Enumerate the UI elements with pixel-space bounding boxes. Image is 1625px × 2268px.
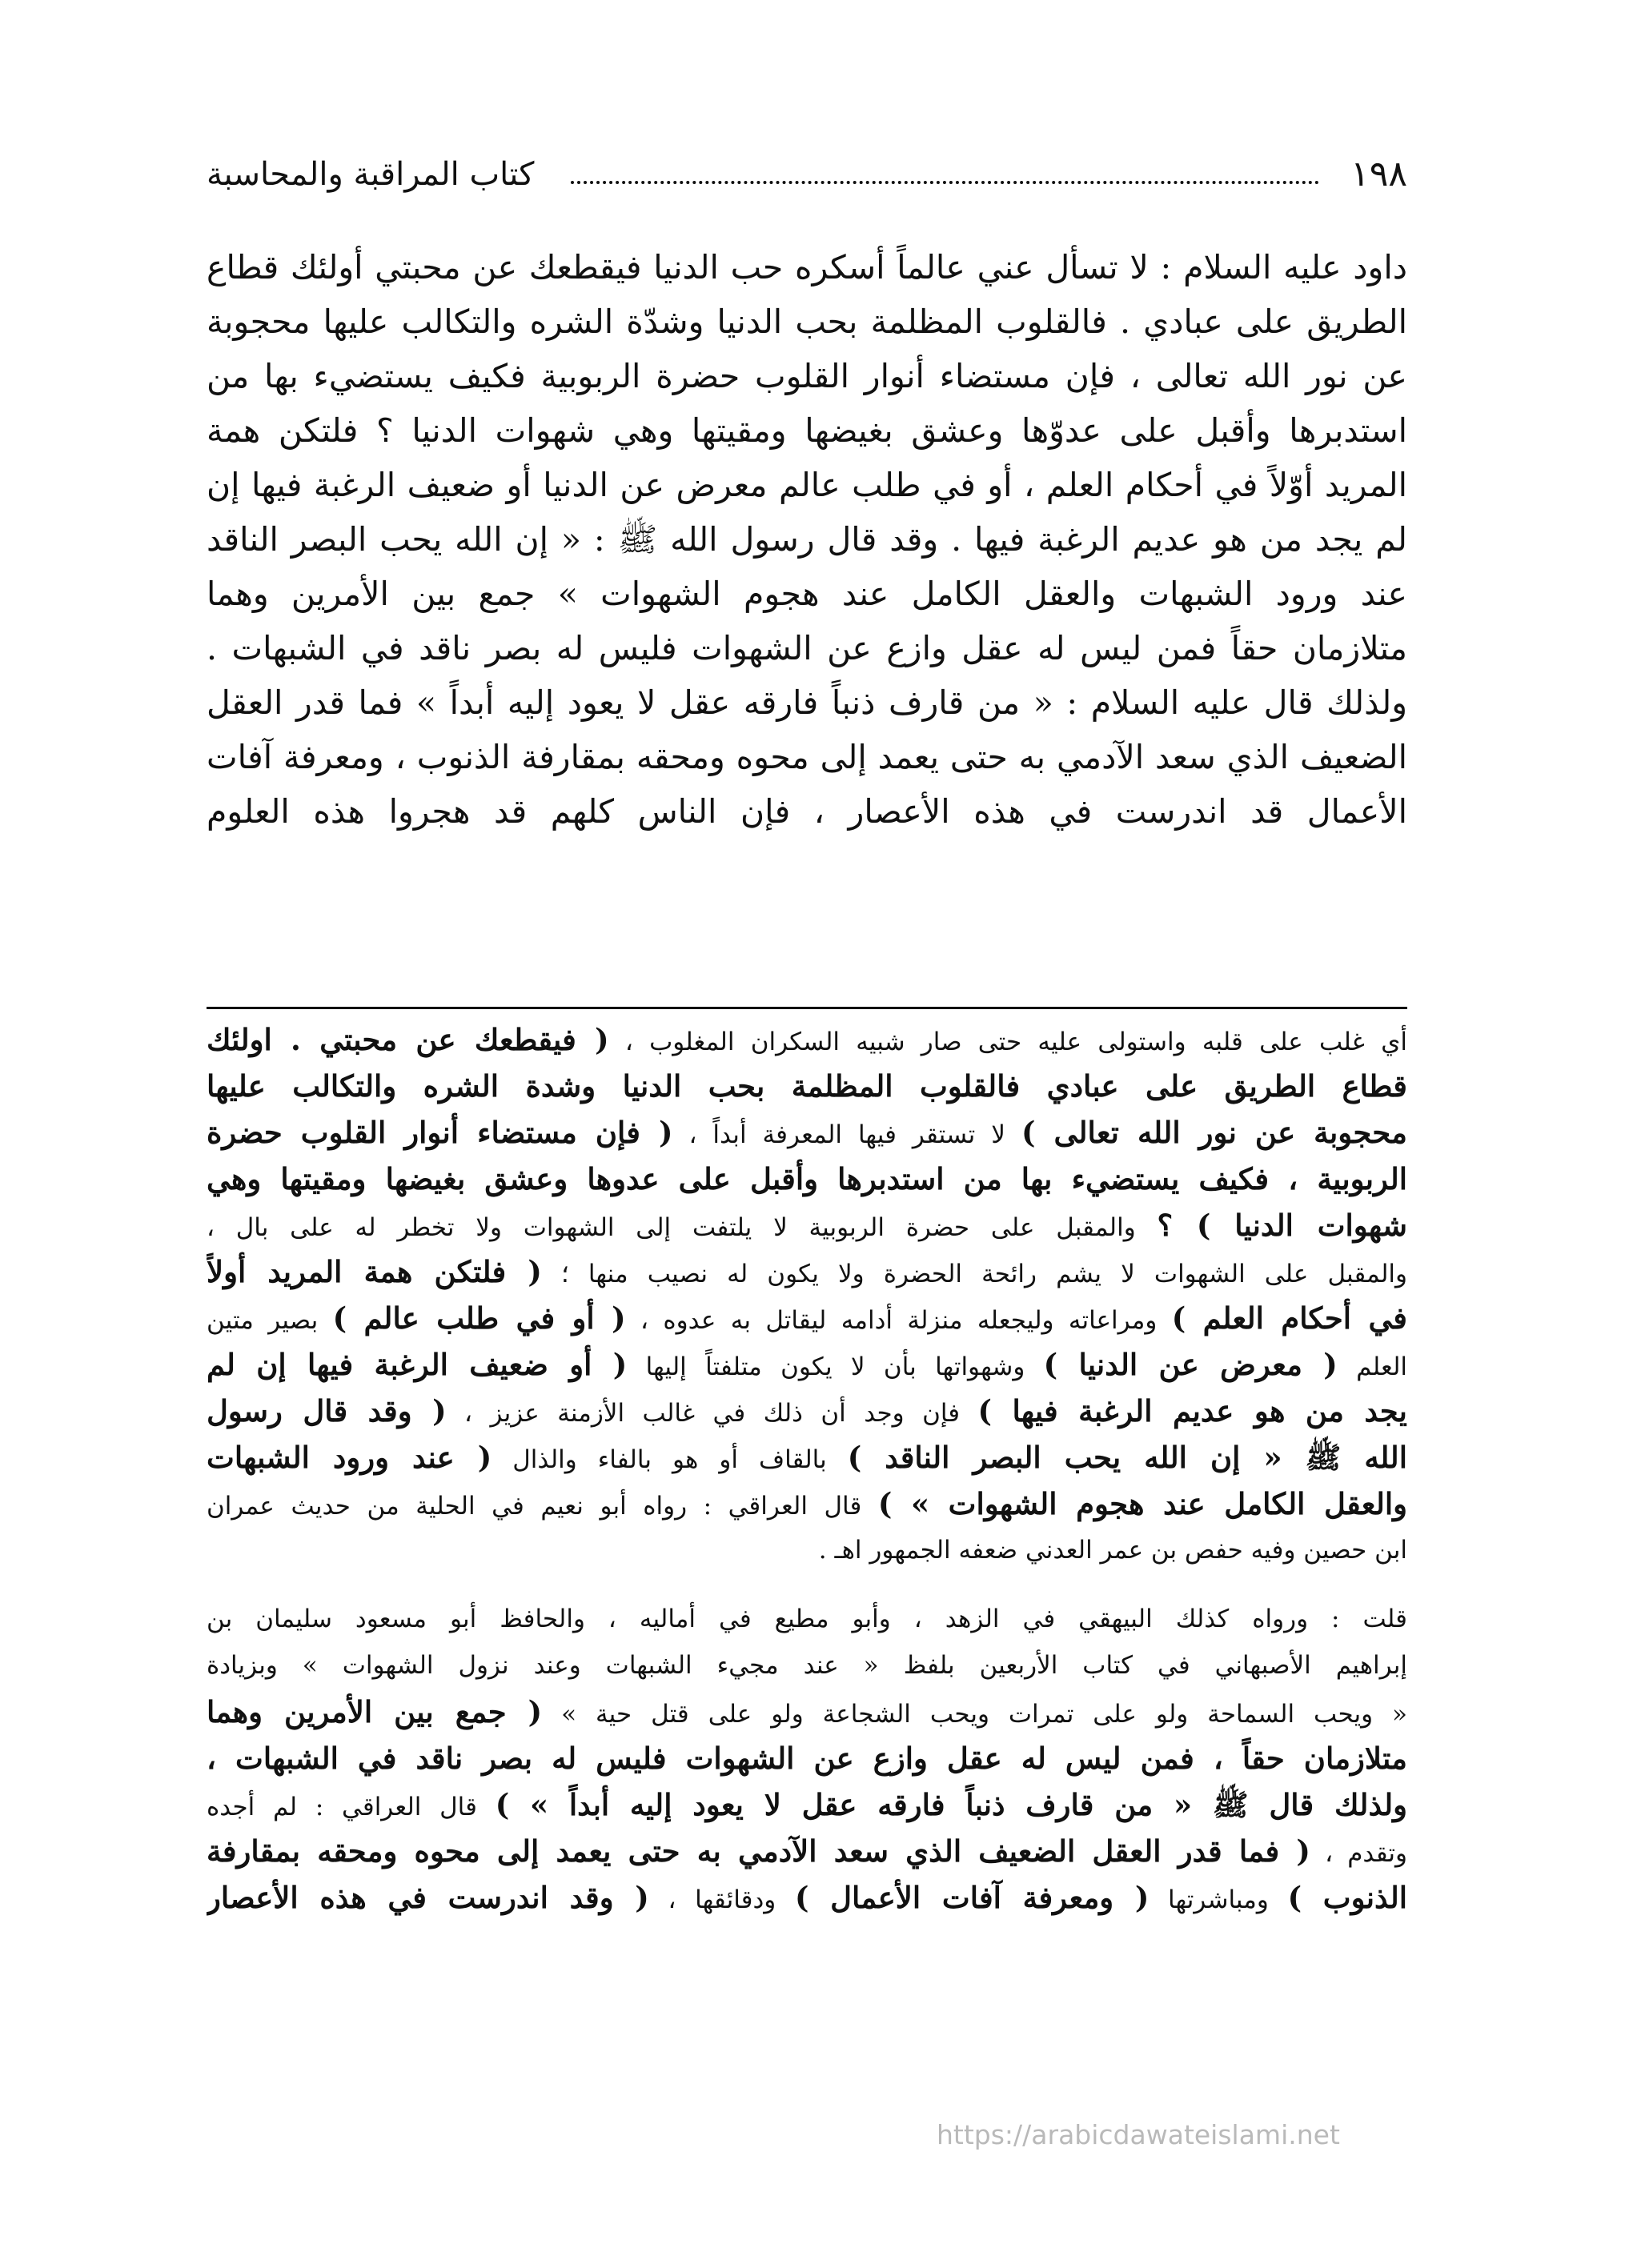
commentary-line [207,1156,1407,1202]
commentary-line [207,1874,1407,1921]
footnote-divider [207,1007,1407,1009]
commentary-line [207,1596,1407,1642]
quoted-matn-text: ( عند ورود الشبهات [207,1440,492,1475]
quoted-matn-text: ( معرض عن الدنيا ) [1043,1347,1338,1382]
commentary-text: والمقبل على الشهوات لا يشم رائحة الحضرة ولا يكون له نصيب منها ؛ [541,1260,1407,1288]
commentary-text: « ويحب السماحة ولو على تمرات ويحب الشجاعة ولو على قتل حية » [542,1700,1407,1729]
main-text-line: عن نور الله تعالى ، فإن مستضاء أنوار القلوب حضرة الربوبية فكيف يستضيء بها من [207,357,1407,395]
quoted-matn-text: متلازمان حقاً ، فمن ليس له عقل وازع عن الشهوات فليس له بصر ناقد في الشبهات ، [207,1741,1407,1776]
commentary-line [207,1481,1407,1527]
page-number: ١٩٨ [1350,154,1407,194]
main-text-line: عند ورود الشبهات والعقل الكامل عند هجوم الشهوات » جمع بين الأمرين وهما [207,575,1407,613]
commentary-text: العلم [1337,1352,1407,1381]
commentary-text: بالقاف أو هو بالفاء والذال [492,1445,848,1474]
commentary-line [207,1295,1407,1341]
quoted-matn-text: الله ﷺ « إن الله يحب البصر الناقد ) [847,1440,1407,1475]
quoted-matn-text: ( فما قدر العقل الضعيف الذي سعد الآدمي به حتى يعمد إلى محوه ومحقه بمقارفة [207,1833,1310,1869]
page-header [207,150,1407,198]
commentary-text: أي غلب على قلبه واستولى عليه حتى صار شبيه السكران المغلوب ، [608,1028,1407,1056]
commentary-line [207,1202,1407,1248]
commentary-line [207,1781,1407,1828]
commentary-line [207,1689,1407,1735]
quoted-matn-text: والعقل الكامل عند هجوم الشهوات » ) [877,1486,1407,1521]
quoted-matn-text: ( ومعرفة آفات الأعمال ) [794,1880,1150,1915]
quoted-matn-text: ( أو ضعيف الرغبة فيها إن لم [207,1347,628,1382]
commentary-text: ومراعاته وليجعله منزلة أدامه ليقاتل به عدوه ، [625,1306,1172,1335]
commentary-text: قلت : ورواه كذلك البيهقي في الزهد ، وأبو مطيع في أماليه ، والحافظ أبو مسعود سليمان بن [207,1605,1407,1633]
commentary-text: إبراهيم الأصبهاني في كتاب الأربعين بلفظ « عند مجيء الشبهات وعند نزول الشهوات » وبزيادة [207,1651,1407,1680]
commentary-line [207,1388,1407,1434]
quoted-matn-text: ( أو في طلب عالم ) [332,1300,626,1336]
main-text-line: ولذلك قال عليه السلام : « من قارف ذنباً فارقه عقل لا يعود إليه أبداً » فما قدر العقل [207,683,1407,722]
commentary-line [207,1341,1407,1388]
commentary-text: قال العراقي : رواه أبو نعيم في الحلية من حديث عمران [207,1492,878,1521]
quoted-matn-text: ( فيقطعك عن محبتي . اولئك [207,1022,609,1057]
commentary-line [207,1434,1407,1481]
commentary-line [207,1527,1407,1573]
commentary-line [207,1735,1407,1781]
quoted-matn-text: ( وقد قال رسول [207,1393,447,1429]
quoted-matn-text: الربوبية ، فكيف يستضيء بها من استدبرها وأقبل على عدوها وعشق بغيضها ومقيتها وهي [207,1161,1407,1196]
main-text-line: استدبرها وأقبل على عدوّها وعشق بغيضها ومقيتها وهي شهوات الدنيا ؟ فلتكن همة [207,411,1407,450]
commentary-text: ابن حصين وفيه حفص بن عمر العدني ضعفه الجمهور اهـ . [818,1536,1407,1565]
quoted-matn-text: ( جمع بين الأمرين وهما [207,1694,543,1729]
quoted-matn-text: ( فلتكن همة المريد أولاً [207,1254,542,1289]
main-text-line: داود عليه السلام : لا تسأل عني عالماً أسكره حب الدنيا فيقطعك عن محبتي أولئك قطاع [207,248,1407,287]
commentary-text: فإن وجد أن ذلك في غالب الأزمنة عزيز ، [446,1399,978,1428]
commentary-text: والمقبل على حضرة الربوبية لا يلتفت إلى الشهوات ولا تخطر له على بال ، [207,1213,1158,1242]
commentary-text: بصير متين [207,1306,333,1335]
commentary-text: وتقدم ، [1310,1839,1407,1868]
quoted-matn-text: الذنوب ) [1287,1880,1407,1915]
quoted-matn-text: في أحكام العلم ) [1171,1300,1407,1336]
main-text-line: المريد أوّلاً في أحكام العلم ، أو في طلب عالم معرض عن الدنيا أو ضعيف الرغبة فيها إن [207,466,1407,504]
main-text-line: الأعمال قد اندرست في هذه الأعصار ، فإن الناس كلهم قد هجروا هذه العلوم [207,792,1407,831]
commentary-line [207,1828,1407,1874]
quoted-matn-text: ( وقد اندرست في هذه الأعصار [207,1880,649,1915]
commentary-line [207,1016,1407,1063]
quoted-matn-text: محجوبة عن نور الله تعالى ) [1021,1115,1407,1150]
commentary-text: قال العراقي : لم أجده [207,1793,496,1821]
commentary-line [207,1642,1407,1689]
quoted-matn-text: ولذلك قال ﷺ « من قارف ذنباً فارقه عقل لا يعود إليه أبداً » ) [495,1787,1407,1822]
commentary-line [207,1063,1407,1109]
quoted-matn-text: ( فإن مستضاء أنوار القلوب حضرة [207,1115,673,1150]
commentary-line [207,1248,1407,1295]
main-text [207,240,1407,839]
commentary-block [207,1016,1407,1921]
commentary-text: وشهواتها بأن لا يكون متلفتاً إليها [627,1352,1044,1381]
running-title: كتاب المراقبة والمحاسبة [207,156,535,193]
main-text-line: الضعيف الذي سعد الآدمي به حتى يعمد إلى محوه ومحقه بمقارفة الذنوب ، ومعرفة آفات [207,738,1407,776]
header-dotted-leader [571,181,1319,184]
watermark-url: https://arabicdawateislami.net [937,2119,1340,2150]
main-text-line: متلازمان حقاً فمن ليس له عقل وازع عن الشهوات فليس له بصر ناقد في الشبهات . [207,629,1407,667]
commentary-line [207,1109,1407,1156]
commentary-text: ومباشرتها [1149,1885,1288,1914]
commentary-text: لا تستقر فيها المعرفة أبداً ، [672,1120,1021,1149]
main-text-line: الطريق على عبادي . فالقلوب المظلمة بحب الدنيا وشدّة الشره والتكالب عليها محجوبة [207,303,1407,341]
commentary-text: ودقائقها ، [648,1885,795,1914]
quoted-matn-text: شهوات الدنيا ) ؟ [1157,1208,1407,1243]
main-text-line: لم يجد من هو عديم الرغبة فيها . وقد قال رسول الله ﷺ : « إن الله يحب البصر الناقد [207,520,1407,559]
quoted-matn-text: يجد من هو عديم الرغبة فيها ) [977,1393,1407,1429]
quoted-matn-text: قطاع الطريق على عبادي فالقلوب المظلمة بحب الدنيا وشدة الشره والتكالب عليها [207,1068,1407,1104]
